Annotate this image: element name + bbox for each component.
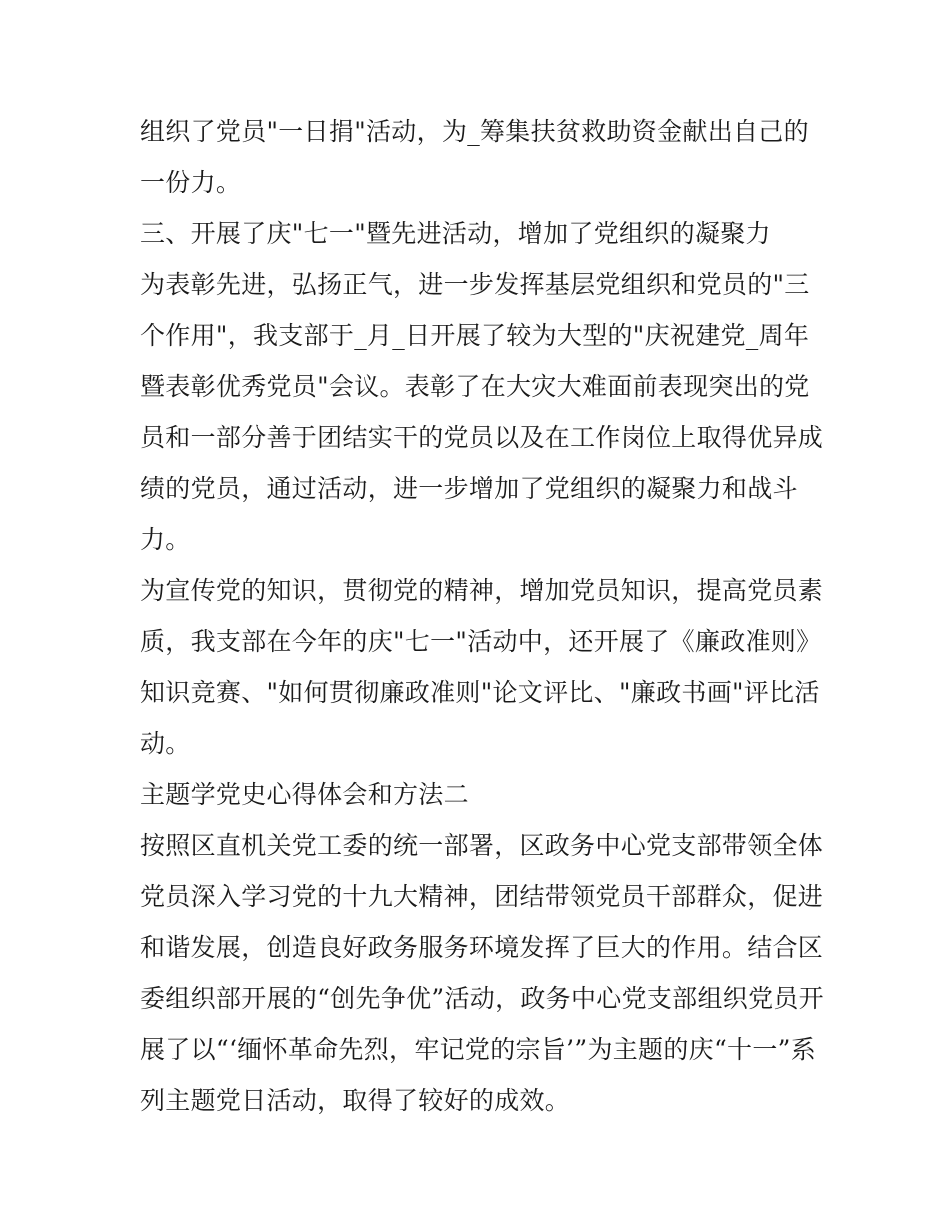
body-line: 列主题党日活动，取得了较好的成效。 bbox=[140, 1086, 571, 1115]
body-line: 力。 bbox=[140, 525, 191, 554]
body-line: 委组织部开展的“创先争优”活动，政务中心党支部组织党员开 bbox=[140, 984, 824, 1013]
body-line: 一份力。 bbox=[140, 168, 242, 197]
body-line: 和谐发展，创造良好政务服务环境发挥了巨大的作用。结合区 bbox=[140, 933, 824, 962]
body-line: 展了以“‘缅怀革命先烈，牢记党的宗旨’”为主题的庆“十一”系 bbox=[140, 1035, 817, 1064]
body-line: 动。 bbox=[140, 729, 191, 758]
document-body bbox=[140, 106, 830, 1126]
body-line: 按照区直机关党工委的统一部署，区政务中心党支部带领全体 bbox=[140, 831, 824, 860]
body-line: 员和一部分善于团结实干的党员以及在工作岗位上取得优异成 bbox=[140, 423, 824, 452]
section-heading: 三、开展了庆"七一"暨先进活动，增加了党组织的凝聚力 bbox=[140, 219, 771, 248]
body-line: 质，我支部在今年的庆"七一"活动中，还开展了《廉政准则》 bbox=[140, 627, 822, 656]
section-title: 主题学党史心得体会和方法二 bbox=[140, 780, 469, 809]
body-line: 个作用"，我支部于_月_日开展了较为大型的"庆祝建党_周年 bbox=[140, 321, 810, 350]
body-line: 为宣传党的知识，贯彻党的精神，增加党员知识，提高党员素 bbox=[140, 576, 824, 605]
body-line: 党员深入学习党的十九大精神，团结带领党员干部群众，促进 bbox=[140, 882, 824, 911]
body-line: 绩的党员，通过活动，进一步增加了党组织的凝聚力和战斗 bbox=[140, 474, 798, 503]
body-line: 暨表彰优秀党员"会议。表彰了在大灾大难面前表现突出的党 bbox=[140, 372, 810, 401]
body-line: 组织了党员"一日捐"活动，为_筹集扶贫救助资金献出自己的 bbox=[140, 117, 809, 146]
body-line: 为表彰先进，弘扬正气，进一步发挥基层党组织和党员的"三 bbox=[140, 270, 810, 299]
body-line: 知识竞赛、"如何贯彻廉政准则"论文评比、"廉政书画"评比活 bbox=[140, 678, 820, 707]
